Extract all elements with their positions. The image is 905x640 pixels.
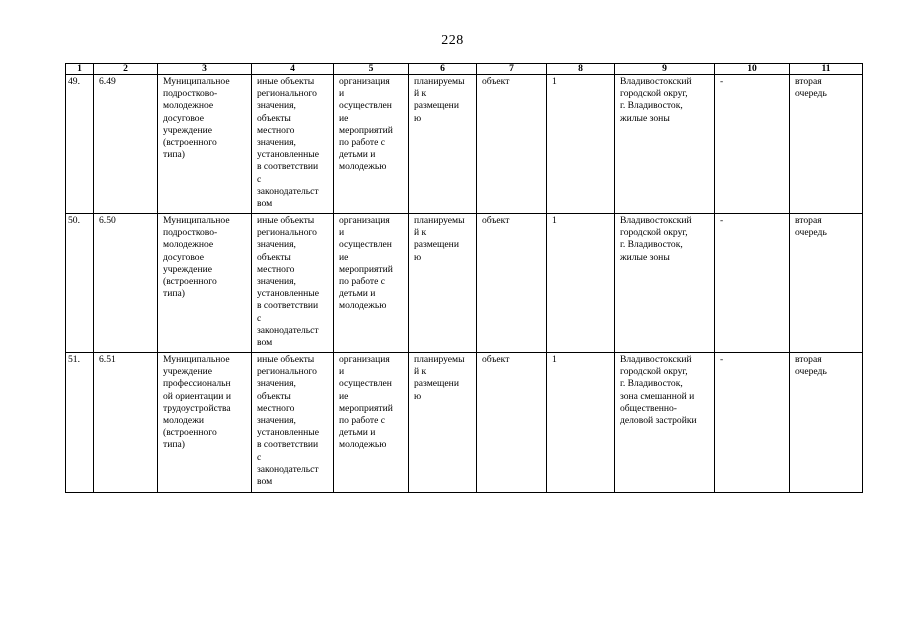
object-name: Муниципальное учреждение профессиональн ой ориентации и трудоустройства молодежи (встроенного типа) xyxy=(163,354,231,451)
object-type: иные объекты регионального значения, объекты местного значения, установленные в соответствии с законодательст вом xyxy=(257,215,319,349)
column-number: 7 xyxy=(477,64,547,75)
column-number: 1 xyxy=(66,64,94,75)
object-status: планируемы й к размещени ю xyxy=(414,76,465,124)
object-quantity: 1 xyxy=(552,354,557,365)
object-quantity: 1 xyxy=(552,76,557,87)
page-number: 228 xyxy=(441,33,464,48)
object-location: Владивостокский городской округ, г. Владивосток, жилые зоны xyxy=(620,215,692,263)
object-code: 6.50 xyxy=(99,215,116,226)
object-status: планируемы й к размещени ю xyxy=(414,354,465,402)
object-type: иные объекты регионального значения, объекты местного значения, установленные в соответствии с законодательст вом xyxy=(257,354,319,488)
object-stage: вторая очередь xyxy=(795,76,827,100)
column-number: 9 xyxy=(615,64,715,75)
objects-table xyxy=(65,63,863,493)
column-10-value: - xyxy=(720,354,724,365)
column-number-row xyxy=(66,64,863,75)
object-status: планируемы й к размещени ю xyxy=(414,215,465,263)
column-10-value: - xyxy=(720,76,724,87)
column-number: 4 xyxy=(252,64,334,75)
table-row xyxy=(66,214,863,353)
column-number: 3 xyxy=(158,64,252,75)
row-number: 50. xyxy=(68,215,80,226)
object-code: 6.51 xyxy=(99,354,116,365)
row-number: 49. xyxy=(68,76,80,87)
object-stage: вторая очередь xyxy=(795,215,827,239)
row-number: 51. xyxy=(68,354,80,365)
column-number: 10 xyxy=(715,64,790,75)
object-code: 6.49 xyxy=(99,76,116,87)
object-unit: объект xyxy=(482,215,510,226)
object-purpose: организация и осуществлен ие мероприятий по работе с детьми и молодежью xyxy=(339,76,393,173)
object-location: Владивостокский городской округ, г. Владивосток, жилые зоны xyxy=(620,76,692,124)
object-location: Владивостокский городской округ, г. Владивосток, зона смешанной и общественно- деловой застройки xyxy=(620,354,697,427)
object-name: Муниципальное подростково- молодежное досуговое учреждение (встроенного типа) xyxy=(163,76,230,161)
table-row xyxy=(66,353,863,493)
object-type: иные объекты регионального значения, объекты местного значения, установленные в соответствии с законодательст вом xyxy=(257,76,319,210)
column-number: 2 xyxy=(94,64,158,75)
column-10-value: - xyxy=(720,215,724,226)
object-unit: объект xyxy=(482,354,510,365)
object-purpose: организация и осуществлен ие мероприятий по работе с детьми и молодежью xyxy=(339,354,393,451)
object-stage: вторая очередь xyxy=(795,354,827,378)
column-number: 6 xyxy=(409,64,477,75)
object-unit: объект xyxy=(482,76,510,87)
column-number: 11 xyxy=(790,64,863,75)
table-row xyxy=(66,75,863,214)
column-number: 8 xyxy=(547,64,615,75)
column-number: 5 xyxy=(334,64,409,75)
object-purpose: организация и осуществлен ие мероприятий по работе с детьми и молодежью xyxy=(339,215,393,312)
object-name: Муниципальное подростково- молодежное досуговое учреждение (встроенного типа) xyxy=(163,215,230,300)
object-quantity: 1 xyxy=(552,215,557,226)
